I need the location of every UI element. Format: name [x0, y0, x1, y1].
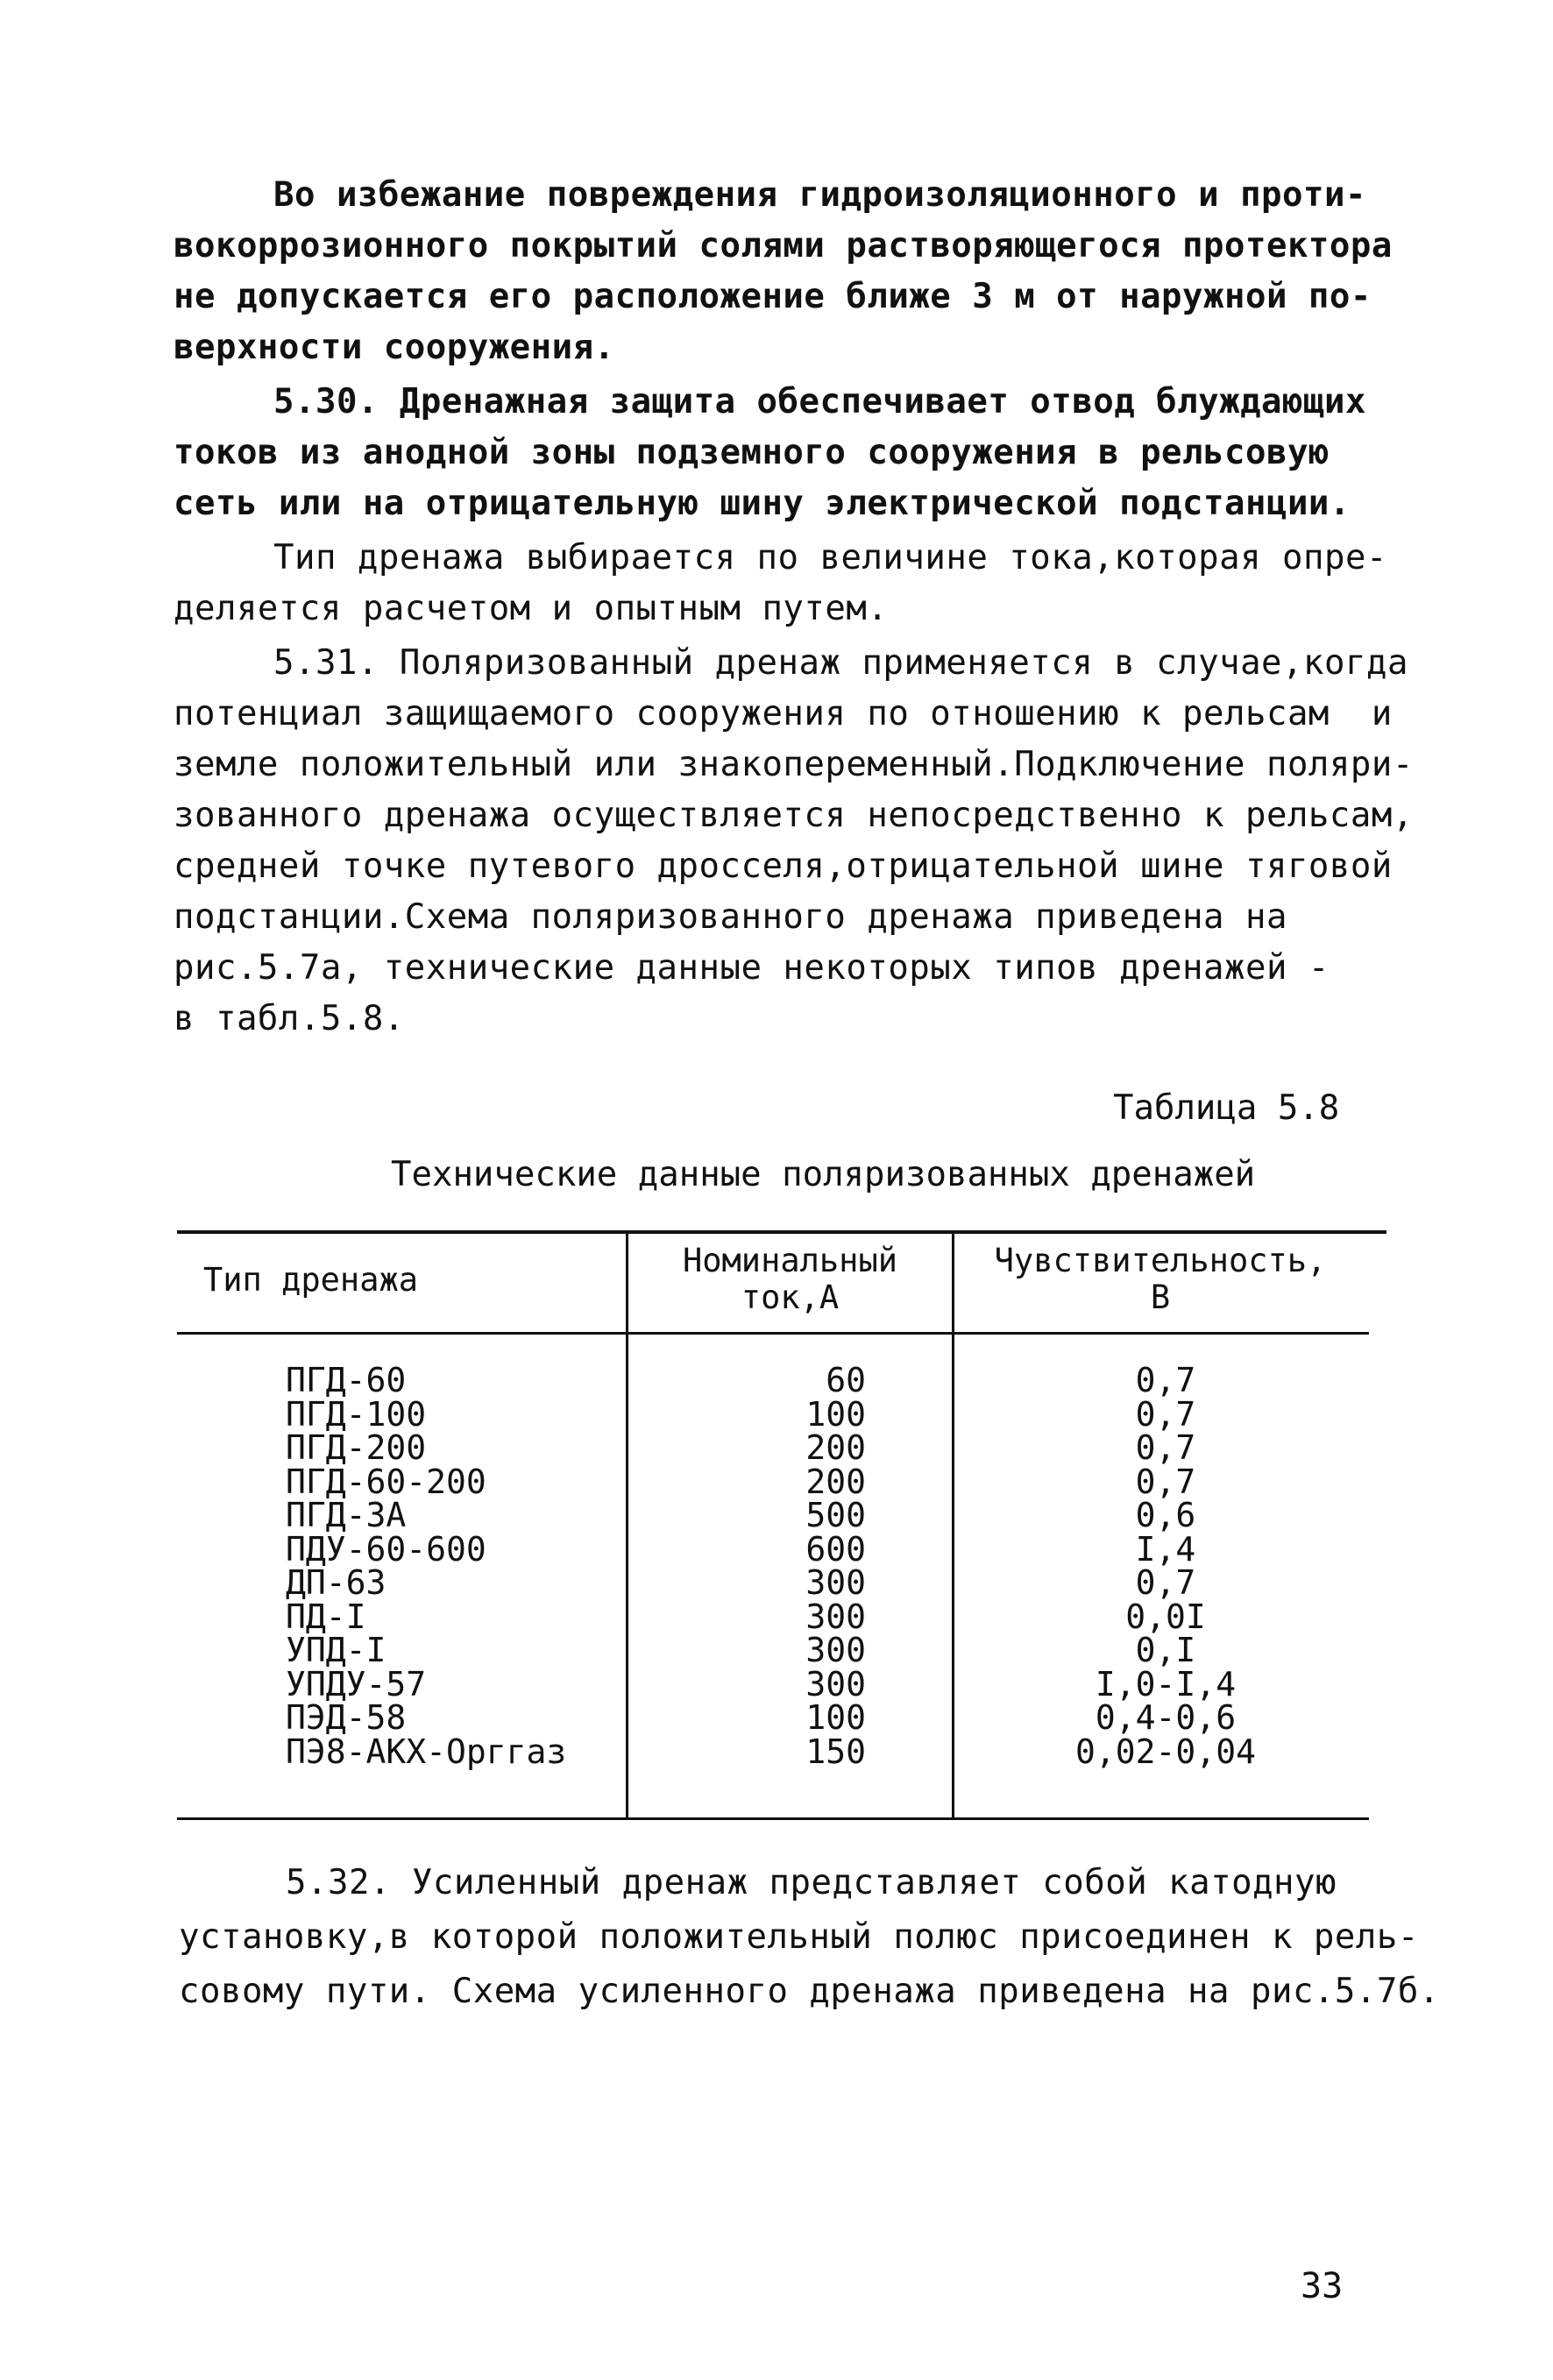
text-line: Во избежание повреждения гидроизоляционного и проти-	[273, 175, 1366, 215]
table-top-rule	[177, 1230, 1386, 1234]
table-column-divider	[952, 1230, 954, 1819]
text-line: верхности сооружения.	[174, 328, 615, 367]
text-line: в табл.5.8.	[174, 999, 405, 1038]
table-header-rule	[177, 1332, 1369, 1335]
table-title: Технические данные поляризованных дренажей	[391, 1155, 1256, 1194]
text-line: зованного дренажа осуществляется непосредственно к рельсам,	[174, 796, 1414, 835]
table-bottom-rule	[177, 1817, 1369, 1820]
text-line: токов из анодной зоны подземного сооружения в рельсовую	[174, 433, 1330, 472]
table-label: Таблица 5.8	[1113, 1088, 1340, 1128]
text-line: Тип дренажа выбирается по величине тока,которая опре-	[273, 538, 1387, 577]
text-line: не допускается его расположение ближе 3 м от наружной по-	[174, 277, 1372, 316]
page-number: 33	[1301, 2266, 1344, 2306]
text-line: сеть или на отрицательную шину электрической подстанции.	[174, 484, 1351, 523]
header-sensitivity: Чувствительность, В	[994, 1242, 1327, 1316]
text-line: рис.5.7а, технические данные некоторых типов дренажей -	[174, 948, 1330, 988]
text-line: совому пути. Схема усиленного дренажа приведена на рис.5.7б.	[179, 1972, 1440, 2011]
text-line: потенциал защищаемого сооружения по отношению к рельсам и	[174, 694, 1393, 733]
text-line: 5.32. Усиленный дренаж представляет собой катодную	[286, 1863, 1337, 1902]
column-types: ПГД-60 ПГД-100 ПГД-200 ПГД-60-200 ПГД-3А ПДУ-60-600 ДП-63 ПД-I УПД-I УПДУ-57 ПЭД-58 ПЭ8-АКХ-Орггаз	[286, 1361, 567, 1771]
column-sensitivities: 0,7 0,7 0,7 0,7 0,6 I,4 0,7 0,0I 0,I I,0-I,4 0,4-0,6 0,02-0,04	[1075, 1361, 1256, 1771]
text-line: установку,в которой положительный полюс присоединен к рель-	[179, 1917, 1419, 1957]
text-line: подстанции.Схема поляризованного дренажа приведена на	[174, 897, 1287, 937]
text-line: вокоррозионного покрытий солями растворяющегося протектора	[174, 226, 1393, 266]
text-line: 5.30. Дренажная защита обеспечивает отвод блуждающих	[273, 382, 1366, 421]
header-type: Тип дренажа	[203, 1261, 419, 1299]
text-line: средней точке путевого дросселя,отрицательной шине тяговой	[174, 846, 1393, 886]
text-line: земле положительный или знакопеременный.Подключение поляри-	[174, 745, 1414, 784]
text-line: деляется расчетом и опытным путем.	[174, 589, 889, 628]
table-column-divider	[626, 1230, 628, 1819]
text-line: 5.31. Поляризованный дренаж применяется в случае,когда	[273, 643, 1408, 683]
column-currents: 60 100 200 200 500 600 300 300 300 300 100 150	[805, 1361, 866, 1771]
header-current: Номинальный ток,А	[682, 1242, 898, 1316]
